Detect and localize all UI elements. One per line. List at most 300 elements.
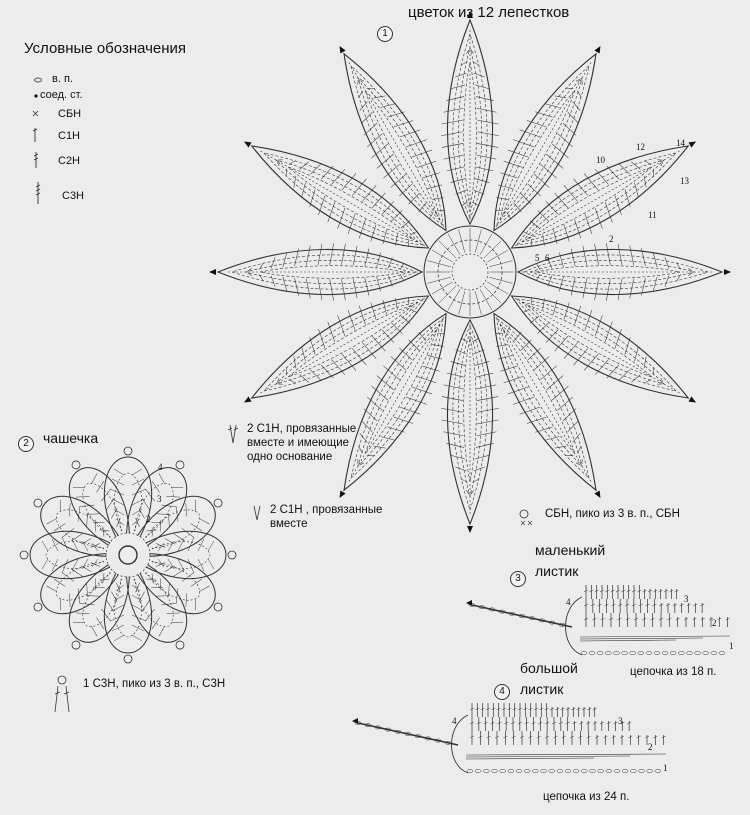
calyx-stitch — [42, 559, 48, 569]
calyx-stitch — [98, 489, 113, 501]
petal-stitch — [532, 174, 551, 187]
petal-stitch — [444, 432, 464, 436]
calyx-picot — [20, 551, 28, 559]
small-leaf-number-badge: 3 — [510, 571, 526, 587]
leaf-base-row — [580, 636, 730, 637]
calyx-petal-row — [75, 477, 127, 541]
leaf-bottom-chain — [711, 651, 717, 654]
calyx-picot — [175, 459, 186, 470]
petal-stitch — [595, 279, 599, 300]
petal-stitch — [571, 102, 583, 111]
calyx-stitch — [91, 540, 100, 550]
petal-tip-mark — [467, 526, 473, 533]
calyx-stitch — [99, 573, 108, 583]
petal-stitch — [441, 408, 463, 412]
calyx-stitch — [156, 520, 166, 532]
calyx-stitch — [181, 593, 192, 606]
calyx-row-number: 2 — [146, 514, 151, 524]
leaf-bottom-chain — [597, 651, 603, 654]
dc2-same-base-icon — [228, 425, 238, 443]
leaf-bottom-chain — [647, 769, 653, 772]
flower-row-number: 2 — [609, 234, 614, 244]
flower-petal — [209, 243, 422, 301]
big-leaf-title-line1: большой — [520, 660, 578, 676]
petal-stitch — [391, 321, 402, 336]
calyx-petal — [116, 559, 202, 661]
petal-stitch — [417, 203, 428, 212]
petal-stitch — [512, 332, 523, 341]
petal-stitch — [362, 183, 376, 203]
petal-stitch — [477, 408, 499, 412]
small-leaf-row-number: 2 — [712, 618, 717, 628]
petal-stitch — [365, 249, 369, 266]
big-leaf-row-number: 2 — [648, 742, 653, 752]
dtr-picot-icon — [58, 676, 66, 684]
calyx-petal-row — [75, 569, 127, 633]
calyx-stitch — [108, 508, 120, 518]
petal-stitch — [474, 467, 485, 471]
petal-stitch — [400, 274, 404, 281]
calyx-stitch — [76, 491, 89, 502]
calyx-picot — [71, 640, 82, 651]
petal-stitch — [283, 367, 290, 375]
petal-stitch — [630, 246, 634, 266]
leaf-bottom-chain — [483, 769, 489, 772]
calyx-stitch — [73, 483, 85, 493]
petal-stitch — [665, 276, 669, 287]
leaf-bottom-chain — [613, 651, 619, 654]
big-leaf-row-number: 1 — [663, 763, 668, 773]
petal-stitch — [538, 209, 549, 224]
petal-stitch — [472, 202, 479, 206]
petal-stitch — [283, 277, 287, 292]
petal-stitch — [461, 338, 468, 342]
leaf-base-row — [466, 754, 666, 755]
calyx-stitch — [81, 535, 91, 547]
petal-stitch — [472, 338, 479, 342]
leaf-bottom-chain — [622, 651, 628, 654]
calyx-stitch — [146, 575, 156, 584]
calyx-stitch — [156, 626, 168, 636]
leaf-bottom-chain — [646, 651, 652, 654]
dc-icon — [33, 128, 37, 142]
calyx-stitch — [76, 608, 89, 619]
calyx-petal-row — [128, 569, 180, 633]
leaf-bottom-chain — [589, 651, 595, 654]
calyx-picot — [32, 602, 43, 613]
calyx-stitch — [47, 583, 57, 595]
note-picot: СБН, пико из 3 в. п., СБН — [545, 508, 680, 520]
petal-midrib — [348, 317, 444, 483]
calyx-stitch — [156, 578, 166, 590]
calyx-stitch — [132, 595, 142, 601]
petal-stitch — [631, 160, 640, 172]
petal-tip-mark — [242, 139, 251, 148]
calyx-stitch — [113, 583, 123, 592]
calyx-petal — [20, 531, 110, 578]
calyx-stitch — [156, 474, 168, 484]
calyx-stitch — [82, 583, 93, 596]
petal-stitch — [442, 143, 463, 147]
petal-stitch — [341, 279, 345, 300]
petal-tip-mark — [594, 490, 603, 499]
petal-stitch — [530, 314, 539, 325]
calyx-stitch — [93, 583, 105, 593]
leaf-bottom-chain — [467, 769, 473, 772]
leaf-bottom-chain — [549, 769, 555, 772]
calyx-petal-outline — [58, 458, 139, 551]
petal-stitch — [584, 352, 598, 372]
petal-stitch — [450, 455, 465, 459]
flower-row-number: 12 — [636, 142, 645, 152]
petal-stitch — [353, 279, 357, 299]
petal-stitch — [595, 358, 608, 377]
leaf-bottom-chain — [606, 769, 612, 772]
calyx-petal-row — [50, 555, 114, 607]
leaf-bottom-chain — [532, 769, 538, 772]
calyx-picot — [175, 640, 186, 651]
note-dc2-together: 2 С1Н , провязанные вместе — [270, 504, 383, 530]
petal-stitch — [341, 244, 345, 265]
big-leaf-chain-label: цепочка из 24 п. — [543, 791, 630, 803]
calyx-stitch — [56, 500, 66, 512]
calyx-stitch — [62, 559, 68, 573]
dc2-together-icon — [254, 506, 260, 520]
calyx-petal-outline — [132, 485, 225, 566]
calyx-stitch — [163, 513, 174, 526]
calyx-picot — [228, 551, 236, 559]
leaf-bottom-chain — [638, 651, 644, 654]
calyx-stitch — [208, 559, 214, 569]
leaf-bottom-chain — [565, 769, 571, 772]
petal-stitch — [565, 452, 573, 459]
petal-stitch — [477, 132, 499, 136]
leaf-bottom-chain — [678, 651, 684, 654]
petal-stitch — [650, 169, 657, 177]
calyx-petal — [132, 543, 234, 629]
petal-stitch — [618, 279, 622, 300]
petal-stitch — [450, 85, 465, 89]
calyx-stitch — [171, 483, 183, 493]
calyx-stitch — [110, 489, 124, 495]
petal-stitch — [536, 263, 540, 270]
petal-tip-mark — [337, 44, 346, 53]
petal-stitch — [283, 252, 287, 267]
calyx-stitch — [90, 578, 100, 590]
petal-stitch — [631, 373, 640, 385]
petal-stitch — [565, 85, 573, 92]
calyx-stitch — [64, 503, 75, 516]
legend-title: Условные обозначения — [24, 40, 187, 57]
calyx-stitch — [88, 474, 100, 484]
leaf-bottom-chain — [508, 769, 514, 772]
petal-tip-mark — [209, 269, 216, 275]
calyx-petal — [23, 543, 125, 629]
calyx-stitch — [88, 626, 100, 636]
petal-tip-mark — [594, 44, 603, 53]
leaf-base-row — [466, 756, 630, 757]
petal-stitch — [447, 373, 464, 377]
slst-icon — [34, 94, 37, 97]
flower-row-number: 14 — [676, 138, 685, 148]
calyx-stitch — [73, 617, 85, 627]
petal-stitch — [332, 167, 345, 186]
calyx-stitch — [64, 593, 75, 606]
petal-stitch — [564, 340, 578, 360]
calyx-picot — [32, 498, 43, 509]
petal-stitch — [372, 191, 385, 210]
flower-row-number: 10 — [596, 155, 605, 165]
leaf-bottom-chain — [655, 769, 661, 772]
petal-midrib — [259, 298, 425, 394]
petal-stitch — [442, 120, 463, 124]
petal-stitch — [401, 219, 410, 230]
petal-stitch — [519, 340, 534, 351]
leaf-bottom-chain — [654, 651, 660, 654]
calyx-petal — [104, 573, 151, 663]
calyx-chart — [20, 447, 236, 663]
petal-stitch — [461, 479, 468, 483]
calyx-stitch — [100, 526, 110, 535]
calyx-stitch — [114, 635, 124, 641]
flower-number-badge: 1 — [377, 26, 393, 42]
calyx-stitch — [151, 517, 163, 527]
petal-tip-mark — [337, 490, 346, 499]
calyx-stitch — [168, 541, 174, 551]
calyx-stitch — [136, 592, 148, 602]
petal-stitch — [595, 167, 608, 186]
petal-stitch — [520, 126, 540, 140]
tr-icon — [34, 152, 38, 168]
petal-stitch — [571, 433, 583, 442]
petal-stitch — [400, 263, 404, 270]
calyx-stitch — [114, 469, 124, 475]
petal-stitch — [330, 279, 334, 301]
petal-stitch — [477, 155, 497, 159]
petal-stitch — [621, 189, 633, 206]
leaf-stem — [472, 605, 572, 627]
leaf-bottom-chain — [541, 769, 547, 772]
petal-stitch — [381, 164, 401, 178]
calyx-picot — [124, 447, 132, 455]
petal-stitch — [444, 385, 464, 389]
petal-stitch — [602, 322, 616, 342]
calyx-petal-row — [142, 502, 206, 554]
ch-icon — [35, 78, 42, 82]
calyx-stitch — [148, 527, 157, 537]
petal-stitch — [477, 432, 497, 436]
petal-stitch — [358, 102, 370, 111]
petal-stitch — [650, 367, 657, 375]
big-leaf-chart — [352, 703, 666, 773]
petal-stitch — [300, 160, 309, 172]
leaf-bottom-chain — [719, 651, 725, 654]
calyx-stitch — [142, 609, 157, 621]
petal-stitch — [606, 243, 610, 265]
petal-stitch — [538, 366, 558, 380]
legend-label-slst: соед. ст. — [40, 89, 83, 101]
petal-tip-mark — [724, 269, 731, 275]
calyx-stitch — [110, 615, 124, 621]
calyx-stitch — [188, 559, 194, 573]
leaf-bottom-chain — [573, 769, 579, 772]
leaf-bottom-chain — [581, 769, 587, 772]
calyx-petal — [53, 450, 139, 552]
leaf-bottom-chain — [686, 651, 692, 654]
petal-stitch — [358, 433, 370, 442]
big-leaf-title-line2: листик — [520, 681, 564, 697]
petal-stitch — [477, 420, 498, 424]
petal-stitch — [417, 332, 428, 341]
petal-stitch — [677, 274, 681, 281]
calyx-title: чашечка — [43, 430, 99, 446]
calyx-stitch — [82, 513, 93, 526]
petal-stitch — [370, 386, 390, 400]
petal-stitch — [530, 219, 539, 230]
petal-stitch — [630, 279, 634, 299]
calyx-stitch — [199, 583, 209, 595]
calyx-petal-outline — [116, 559, 197, 652]
flower-title: цветок из 12 лепестков — [408, 4, 570, 21]
calyx-stitch — [86, 590, 99, 601]
small-leaf-row-number: 3 — [684, 594, 689, 604]
calyx-petal — [146, 531, 236, 578]
calyx-stitch — [165, 535, 175, 547]
petal-row — [348, 72, 450, 226]
leaf-bottom-chain — [703, 651, 709, 654]
calyx-stitch — [133, 518, 143, 527]
flower-row-number: 11 — [648, 210, 657, 220]
calyx-stitch — [114, 595, 124, 601]
petal-stitch — [476, 167, 493, 171]
petal-stitch — [556, 134, 575, 147]
small-leaf-chart — [466, 585, 730, 655]
leaf-stem — [358, 723, 458, 745]
petal-stitch — [367, 452, 375, 459]
leaf-bottom-chain — [590, 769, 596, 772]
leaf-bottom-chain — [557, 769, 563, 772]
calyx-stitch — [190, 598, 200, 610]
leaf-bottom-chain — [598, 769, 604, 772]
petal-stitch — [283, 169, 290, 177]
calyx-stitch — [156, 540, 165, 550]
leaf-bottom-chain — [605, 651, 611, 654]
flower-row-number: 13 — [680, 176, 689, 186]
petal-stitch — [606, 279, 610, 301]
petal-stitch — [401, 314, 410, 325]
petal-stitch — [535, 423, 552, 435]
petal-stitch — [556, 397, 575, 410]
calyx-row-number: 4 — [158, 462, 163, 472]
calyx-stitch — [182, 525, 194, 540]
big-leaf-row-number: 3 — [618, 716, 623, 726]
flower-row-number: 6 — [545, 253, 550, 263]
note-dc2-same-base: 2 С1Н, провязанные вместе и имеющие одно основание — [247, 423, 357, 463]
petal-stitch — [444, 108, 464, 112]
petal-stitch — [318, 279, 322, 300]
calyx-stitch — [190, 500, 200, 512]
leaf-bottom-chain — [500, 769, 506, 772]
legend-label-tr: С2Н — [58, 155, 81, 167]
calyx-petal-row — [142, 555, 206, 607]
legend-label-dtr: С3Н — [62, 190, 85, 202]
small-leaf-row-number: 4 — [566, 597, 571, 607]
calyx-stitch — [114, 509, 124, 515]
petal-midrib — [496, 317, 592, 483]
calyx-stitch — [62, 569, 74, 584]
petal-tip-mark — [688, 139, 697, 148]
petal-stitch — [455, 73, 466, 77]
calyx-picot — [213, 498, 224, 509]
calyx-stitch — [108, 592, 120, 602]
leaf-bottom-chain — [630, 769, 636, 772]
petal-stitch — [474, 73, 485, 77]
petal-stitch — [442, 397, 463, 401]
petal-stitch — [318, 244, 322, 265]
petal-row — [270, 292, 424, 394]
calyx-stitch — [93, 517, 105, 527]
petal-stitch — [472, 61, 479, 65]
small-leaf-title-line1: маленький — [535, 542, 606, 558]
leaf-bottom-chain — [639, 769, 645, 772]
petal-stitch — [306, 246, 310, 266]
petal-stitch — [461, 202, 468, 206]
calyx-stitch — [132, 635, 142, 641]
leaf-bottom-chain — [630, 651, 636, 654]
calyx-stitch — [132, 509, 142, 515]
leaf-bottom-chain — [670, 651, 676, 654]
picot-icon — [520, 510, 528, 518]
calyx-petal-row — [50, 502, 114, 554]
petal-tip-mark — [688, 396, 697, 405]
petal-stitch — [365, 134, 384, 147]
calyx-stitch — [181, 503, 192, 516]
petal-midrib — [496, 61, 592, 227]
leaf-base-row — [466, 758, 594, 759]
petal-stitch — [332, 358, 345, 377]
leaf-bottom-chain — [524, 769, 530, 772]
petal-stitch — [367, 85, 375, 92]
petal-stitch — [389, 357, 408, 370]
calyx-stitch — [156, 560, 165, 570]
flower-petal — [441, 320, 499, 533]
petal-stitch — [477, 143, 498, 147]
leaf-base-row — [580, 640, 676, 641]
petal-stitch — [306, 337, 318, 354]
calyx-stitch — [81, 563, 91, 575]
calyx-petal — [53, 559, 139, 661]
calyx-stitch — [168, 559, 174, 569]
calyx-stitch — [86, 509, 99, 520]
leaf-bottom-chain — [475, 769, 481, 772]
flower-petal — [441, 11, 499, 224]
petal-stitch — [306, 279, 310, 299]
calyx-stitch — [188, 537, 194, 551]
small-leaf-title-line2: листик — [535, 563, 579, 579]
calyx-petal-outline — [31, 543, 124, 624]
dtr-picot-stitch-icon — [55, 686, 69, 712]
calyx-stitch — [90, 520, 100, 532]
legend-symbols — [33, 78, 532, 712]
leaf-bottom-chain — [581, 651, 587, 654]
petal-stitch — [387, 108, 404, 120]
calyx-petal — [104, 447, 151, 537]
petal-stitch — [362, 340, 376, 360]
petal-stitch — [477, 397, 498, 401]
petal-stitch — [381, 366, 401, 380]
calyx-stitch — [163, 583, 174, 596]
calyx-picot — [124, 655, 132, 663]
